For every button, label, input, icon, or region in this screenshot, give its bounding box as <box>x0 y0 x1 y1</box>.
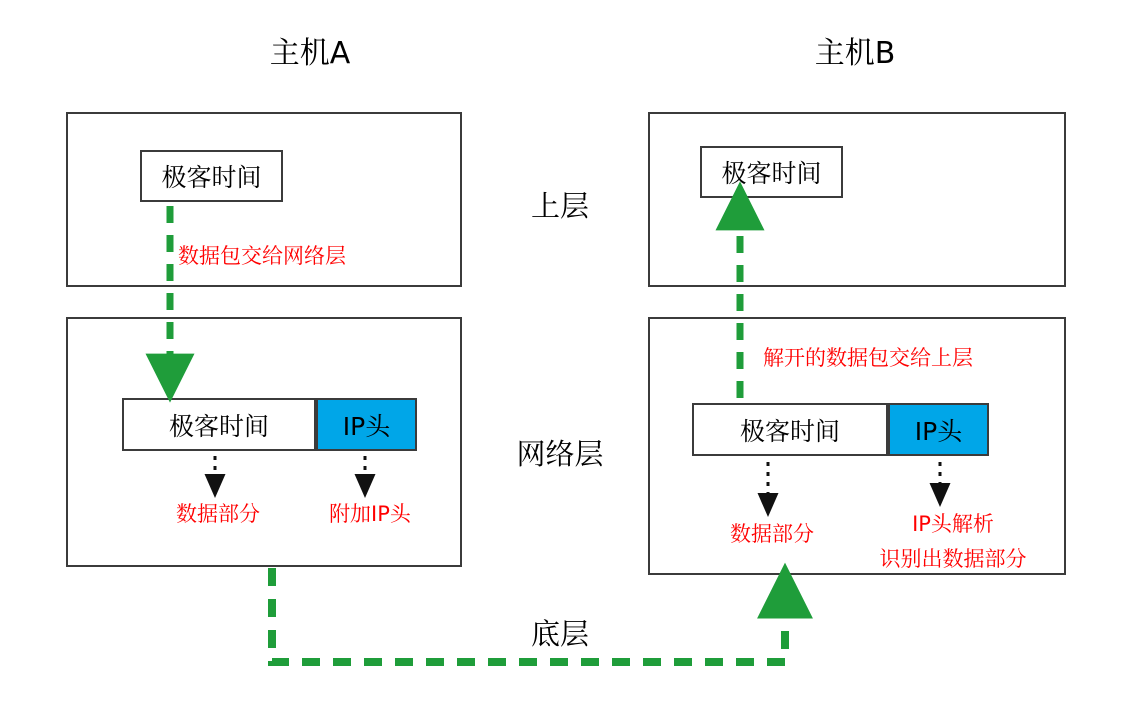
host-b-note-ip-parse: IP头解析 <box>912 512 994 536</box>
layer-label-bottom: 底层 <box>530 617 589 651</box>
host-b-network-data-segment: 极客时间 <box>692 403 888 456</box>
layer-label-network: 网络层 <box>516 437 604 471</box>
host-a-note-data-part: 数据部分 <box>176 502 260 526</box>
host-b-note-data-part: 数据部分 <box>730 522 814 546</box>
host-b-upper-packet: 极客时间 <box>700 146 843 198</box>
host-a-network-data-segment: 极客时间 <box>122 398 316 451</box>
host-b-note-deliver-upper: 解开的数据包交给上层 <box>763 346 973 370</box>
host-b-upper-layer-box <box>648 112 1066 287</box>
host-a-title: 主机A <box>269 36 351 71</box>
layer-label-upper: 上层 <box>530 189 589 223</box>
host-a-upper-note: 数据包交给网络层 <box>178 244 346 268</box>
host-b-title: 主机B <box>814 36 896 71</box>
host-a-note-ip-attach: 附加IP头 <box>329 502 411 526</box>
host-b-network-ip-header: IP头 <box>888 403 989 456</box>
host-a-upper-packet: 极客时间 <box>140 150 283 202</box>
host-b-note-ip-identify: 识别出数据部分 <box>879 547 1027 571</box>
host-a-network-ip-header: IP头 <box>316 398 417 451</box>
